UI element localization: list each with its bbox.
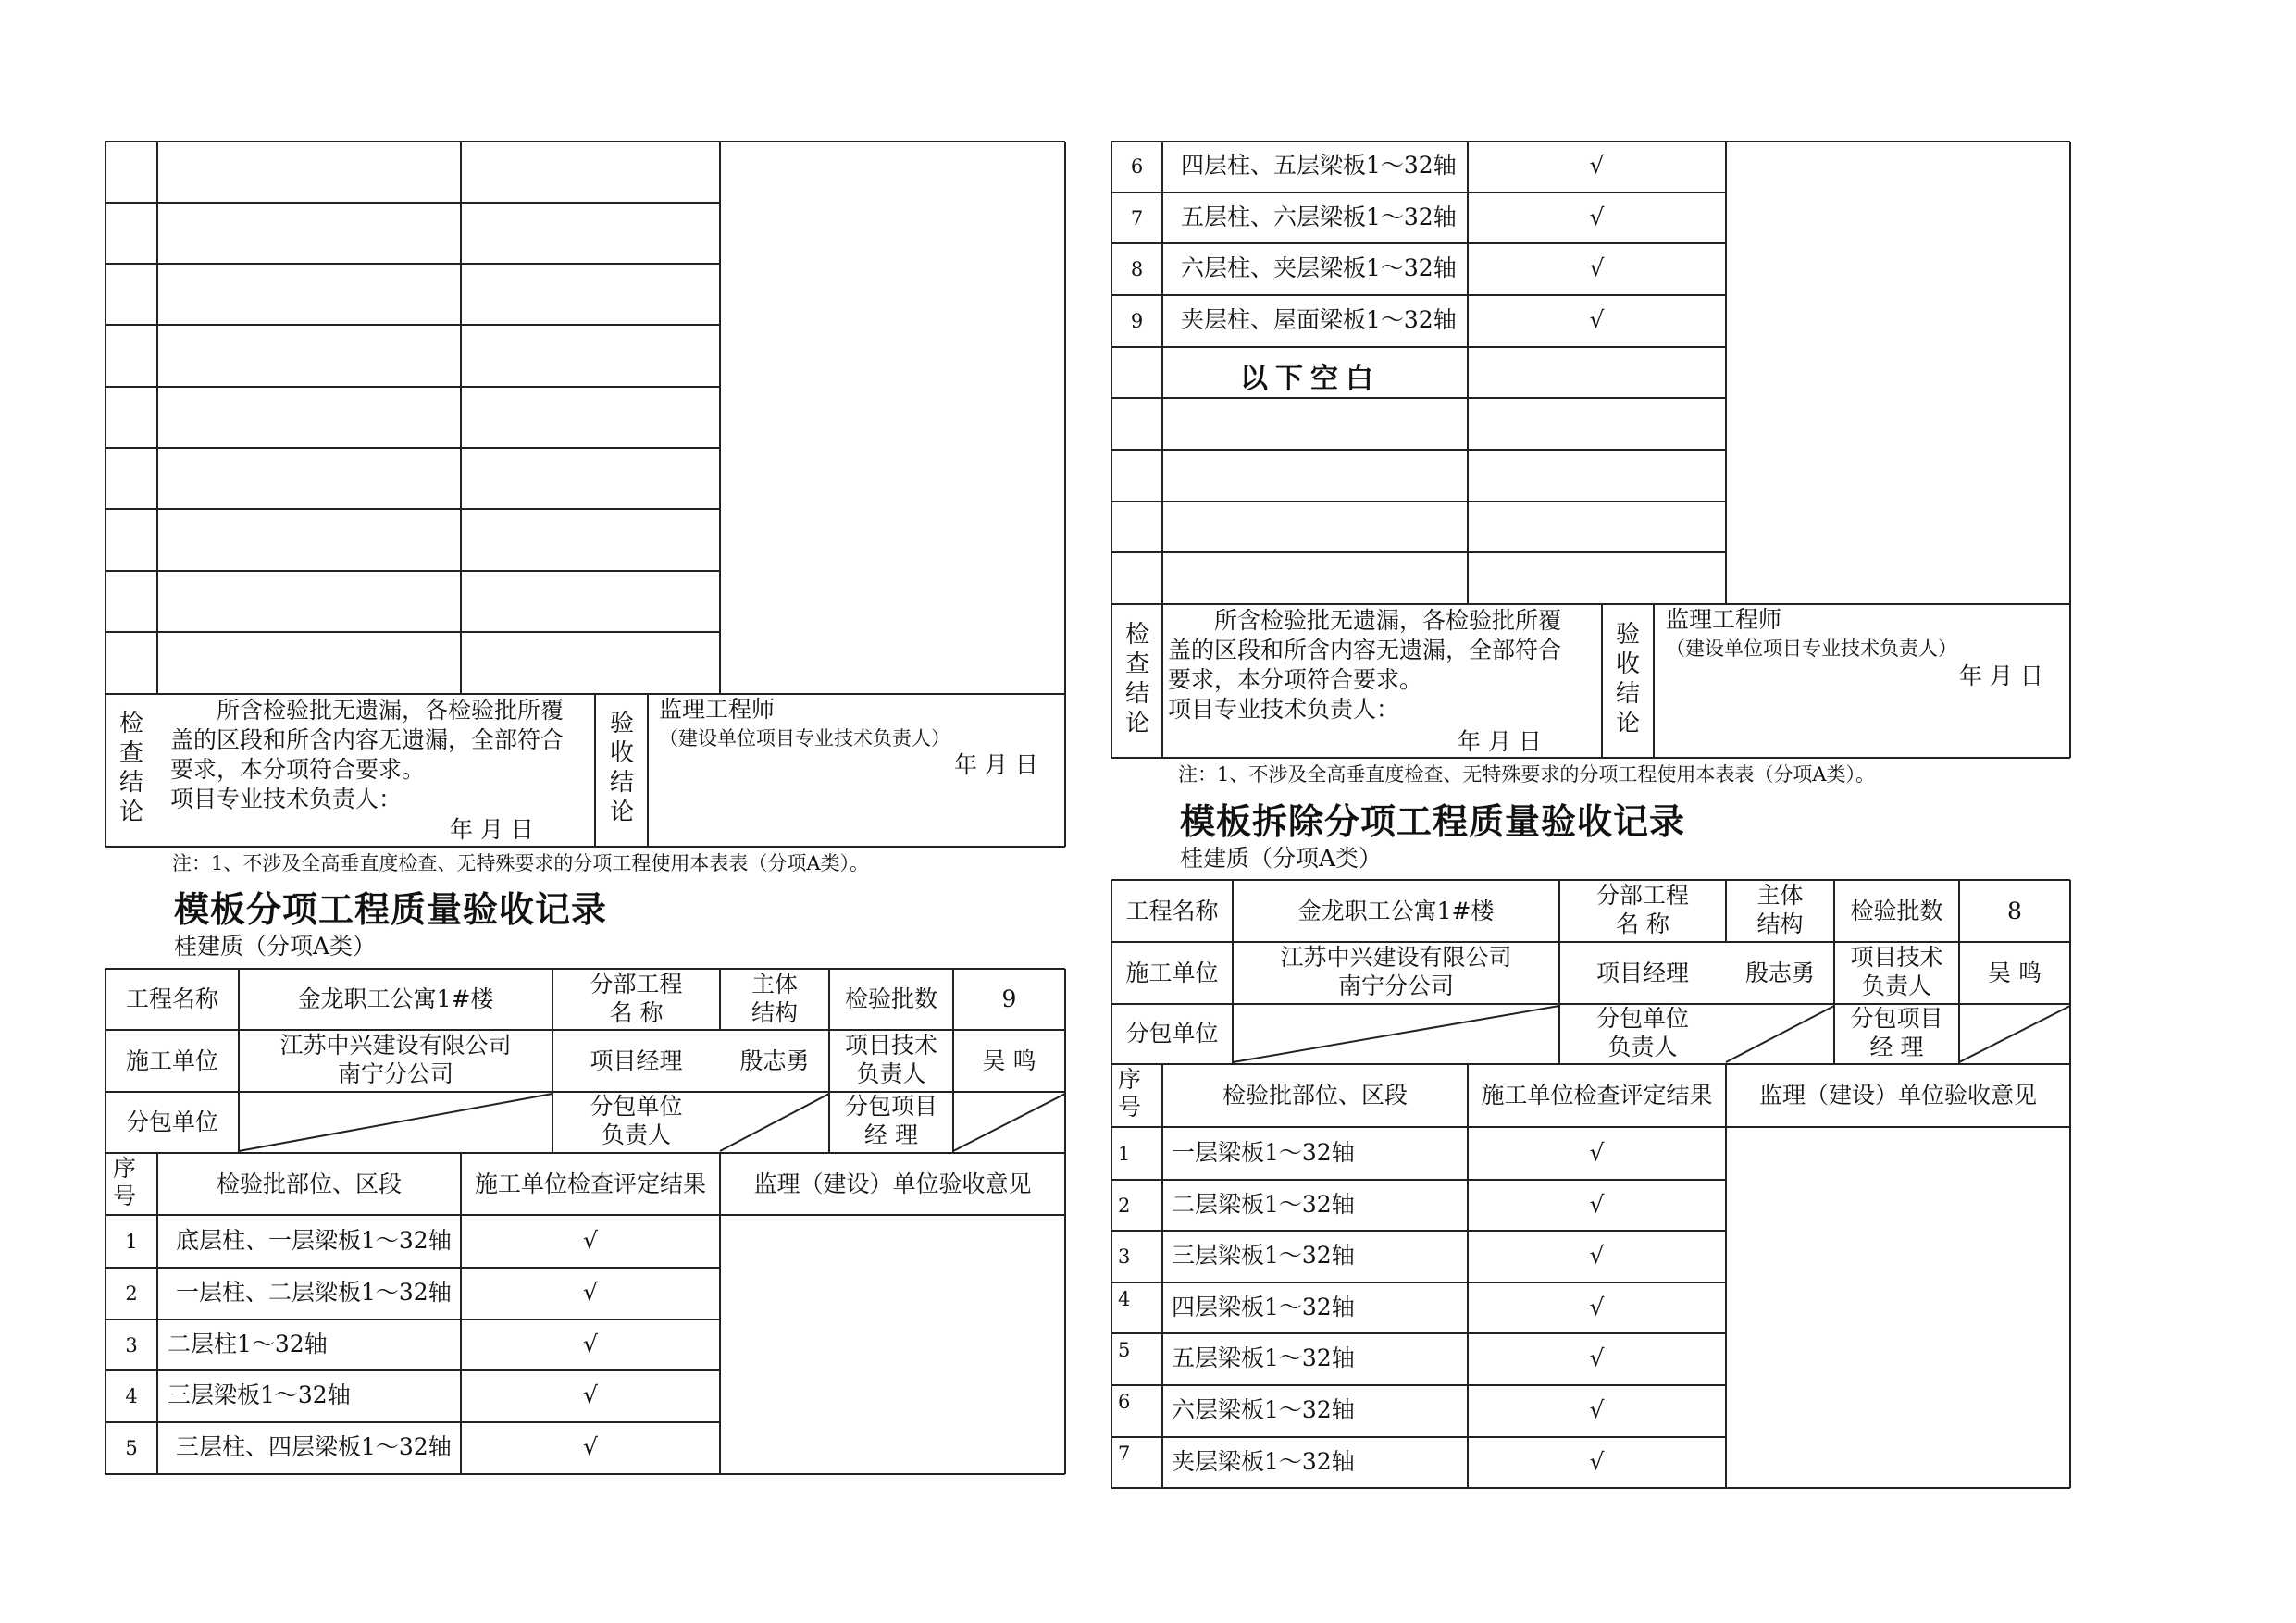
- row-result: √: [1589, 204, 1605, 230]
- row-location: 四层梁板1～32轴: [1172, 1294, 1355, 1320]
- check-conclusion-text: [170, 696, 591, 814]
- sub-pm-label: 经 理: [1869, 1034, 1924, 1060]
- accept-conclusion-label: 验收结论: [1615, 621, 1640, 737]
- check-conclusion-text: [1168, 606, 1598, 725]
- pm-label: 项目经理: [590, 1047, 683, 1074]
- row-location: 底层柱、一层梁板1～32轴: [176, 1227, 452, 1254]
- sub-label: 分包单位: [1125, 1020, 1219, 1047]
- check-conclusion-label: 检查结论: [1124, 621, 1149, 737]
- sub-resp-label: 分包单位: [1595, 1005, 1689, 1032]
- row-location: 一层柱、二层梁板1～32轴: [176, 1279, 452, 1306]
- row-number: 5: [125, 1437, 138, 1459]
- row-location: 六层梁板1～32轴: [1172, 1396, 1355, 1423]
- row-location: 六层柱、夹层梁板1～32轴: [1181, 254, 1457, 281]
- row-result: √: [583, 1279, 598, 1306]
- check-line: 盖的区段和所含内容无遗漏，全部符合: [1168, 637, 1562, 663]
- pm: 殷志勇: [739, 1047, 810, 1074]
- contractor: 南宁分公司: [1337, 973, 1454, 999]
- row-number: 7: [1118, 1443, 1131, 1465]
- result-header: 施工单位检查评定结果: [474, 1171, 706, 1197]
- row-result: √: [1589, 1396, 1605, 1423]
- location-header: 检验批部位、区段: [216, 1171, 402, 1197]
- check-date: 年 月 日: [1458, 728, 1542, 755]
- contractor: 南宁分公司: [337, 1060, 453, 1087]
- row-location: 五层柱、六层梁板1～32轴: [1181, 204, 1457, 230]
- row-location: 三层梁板1～32轴: [1172, 1242, 1355, 1269]
- row-number: 6: [1130, 155, 1144, 178]
- contractor: 江苏中兴建设有限公司: [279, 1032, 512, 1059]
- row-number: 3: [1118, 1245, 1131, 1268]
- form-a-note: 注：1、不涉及全高垂直度检查、无特殊要求的分项工程使用本表表（分项A类）。: [172, 852, 870, 874]
- location-header: 检验批部位、区段: [1222, 1082, 1408, 1109]
- check-line: 项目专业技术负责人：: [170, 786, 403, 812]
- project-name-label: 工程名称: [1125, 898, 1219, 924]
- result-header: 施工单位检查评定结果: [1481, 1082, 1713, 1109]
- row-result: √: [583, 1227, 598, 1254]
- row-location: 夹层柱、屋面梁板1～32轴: [1181, 306, 1457, 333]
- form-c-subtitle: 桂建质（分项A类）: [1180, 845, 1383, 872]
- row-result: √: [583, 1381, 598, 1408]
- row-number: 2: [125, 1282, 138, 1305]
- subproject-label: 名 称: [609, 999, 664, 1026]
- pm-label: 项目经理: [1595, 960, 1689, 986]
- subproject-label: 分部工程: [590, 971, 683, 997]
- row-result: √: [1589, 1191, 1605, 1218]
- subproject-value: 结构: [751, 999, 798, 1026]
- tech: 吴 鸣: [1988, 960, 2042, 986]
- supervisor-sub-label: （建设单位项目专业技术负责人）: [659, 727, 950, 750]
- row-location: 二层柱1～32轴: [168, 1331, 328, 1357]
- row-number: 6: [1118, 1391, 1131, 1413]
- pm: 殷志勇: [1744, 960, 1815, 986]
- row-location: 四层柱、五层梁板1～32轴: [1181, 152, 1457, 179]
- check-line: 盖的区段和所含内容无遗漏，全部符合: [170, 726, 565, 753]
- check-line: 要求，本分项符合要求。: [170, 756, 426, 783]
- accept-date: 年 月 日: [1959, 663, 2043, 689]
- form-a-title: 模板分项工程质量验收记录: [174, 889, 608, 930]
- row-number: 4: [125, 1385, 138, 1407]
- tech: 吴 鸣: [982, 1047, 1036, 1074]
- tech-label: 项目技术: [1850, 944, 1943, 971]
- row-number: 7: [1130, 207, 1144, 229]
- sub-pm-label: 经 理: [864, 1121, 918, 1148]
- check-conclusion-label: 检查结论: [118, 710, 143, 826]
- row-number: 9: [1130, 310, 1144, 332]
- row-result: √: [583, 1433, 598, 1460]
- row-location: 五层梁板1～32轴: [1172, 1344, 1355, 1371]
- subproject-value: 主体: [1756, 882, 1804, 909]
- batch-count: 8: [2007, 898, 2022, 924]
- row-number: 8: [1130, 258, 1144, 280]
- row-number: 2: [1118, 1195, 1131, 1217]
- sub-label: 分包单位: [125, 1109, 218, 1135]
- opinion-header: 监理（建设）单位验收意见: [753, 1171, 1032, 1197]
- contractor-label: 施工单位: [1125, 960, 1219, 986]
- sub-pm-label: 分包项目: [844, 1093, 937, 1120]
- seq-header: 号: [113, 1183, 137, 1209]
- row-location: 三层梁板1～32轴: [168, 1381, 351, 1408]
- check-line: 项目专业技术负责人：: [1168, 696, 1400, 723]
- row-number: 1: [1118, 1143, 1131, 1165]
- row-location: 夹层梁板1～32轴: [1172, 1448, 1355, 1475]
- row-location: 一层梁板1～32轴: [1172, 1139, 1355, 1166]
- check-line: 所含检验批无遗漏，各检验批所覆: [1168, 607, 1562, 634]
- project-name: 金龙职工公寓1#楼: [1297, 898, 1495, 924]
- accept-date: 年 月 日: [954, 751, 1038, 778]
- row-location: 三层柱、四层梁板1～32轴: [176, 1433, 452, 1460]
- row-result: √: [1589, 1242, 1605, 1269]
- seq-header: 序: [113, 1155, 137, 1182]
- contractor-label: 施工单位: [125, 1047, 218, 1074]
- row-result: √: [1589, 1294, 1605, 1320]
- supervisor-label: 监理工程师: [659, 696, 776, 723]
- row-number: 4: [1118, 1288, 1131, 1310]
- row-result: √: [583, 1331, 598, 1357]
- project-name-label: 工程名称: [125, 985, 218, 1012]
- row-result: √: [1589, 254, 1605, 281]
- batch-count: 9: [1001, 985, 1017, 1012]
- tech-label: 负责人: [1861, 973, 1931, 999]
- opinion-header: 监理（建设）单位验收意见: [1758, 1082, 2037, 1109]
- row-number: 1: [125, 1231, 138, 1253]
- seq-header: 号: [1118, 1094, 1142, 1121]
- subproject-value: 主体: [751, 971, 798, 997]
- sub-resp-label: 分包单位: [590, 1093, 683, 1120]
- seq-header: 序: [1118, 1066, 1142, 1093]
- batch-count-label: 检验批数: [844, 985, 937, 1012]
- form-b-note: 注：1、不涉及全高垂直度检查、无特殊要求的分项工程使用本表表（分项A类）。: [1178, 763, 1876, 786]
- row-number: 5: [1118, 1339, 1131, 1361]
- subproject-label: 名 称: [1616, 911, 1669, 937]
- row-number: 3: [125, 1334, 138, 1357]
- check-line: 所含检验批无遗漏，各检验批所覆: [170, 697, 565, 724]
- check-date: 年 月 日: [450, 816, 534, 843]
- sub-resp-label: 负责人: [601, 1121, 671, 1148]
- form-c-title: 模板拆除分项工程质量验收记录: [1180, 801, 1686, 842]
- row-result: √: [1589, 1448, 1605, 1475]
- check-line: 要求，本分项符合要求。: [1168, 666, 1423, 693]
- supervisor-sub-label: （建设单位项目专业技术负责人）: [1666, 638, 1957, 660]
- row-result: √: [1589, 1139, 1605, 1166]
- row-location: 二层梁板1～32轴: [1172, 1191, 1355, 1218]
- subproject-value: 结构: [1756, 911, 1804, 937]
- form-a-subtitle: 桂建质（分项A类）: [174, 933, 377, 960]
- blank-marker: 以下空白: [1240, 363, 1381, 395]
- sub-pm-label: 分包项目: [1850, 1005, 1943, 1032]
- row-result: √: [1589, 306, 1605, 333]
- accept-conclusion-label: 验收结论: [609, 710, 634, 826]
- row-result: √: [1589, 1344, 1605, 1371]
- batch-count-label: 检验批数: [1850, 898, 1943, 924]
- contractor: 江苏中兴建设有限公司: [1280, 944, 1512, 971]
- subproject-label: 分部工程: [1595, 882, 1689, 909]
- supervisor-label: 监理工程师: [1666, 606, 1782, 633]
- row-result: √: [1589, 152, 1605, 179]
- tech-label: 负责人: [856, 1060, 926, 1087]
- sub-resp-label: 负责人: [1607, 1034, 1678, 1060]
- tech-label: 项目技术: [844, 1032, 937, 1059]
- project-name: 金龙职工公寓1#楼: [297, 985, 494, 1012]
